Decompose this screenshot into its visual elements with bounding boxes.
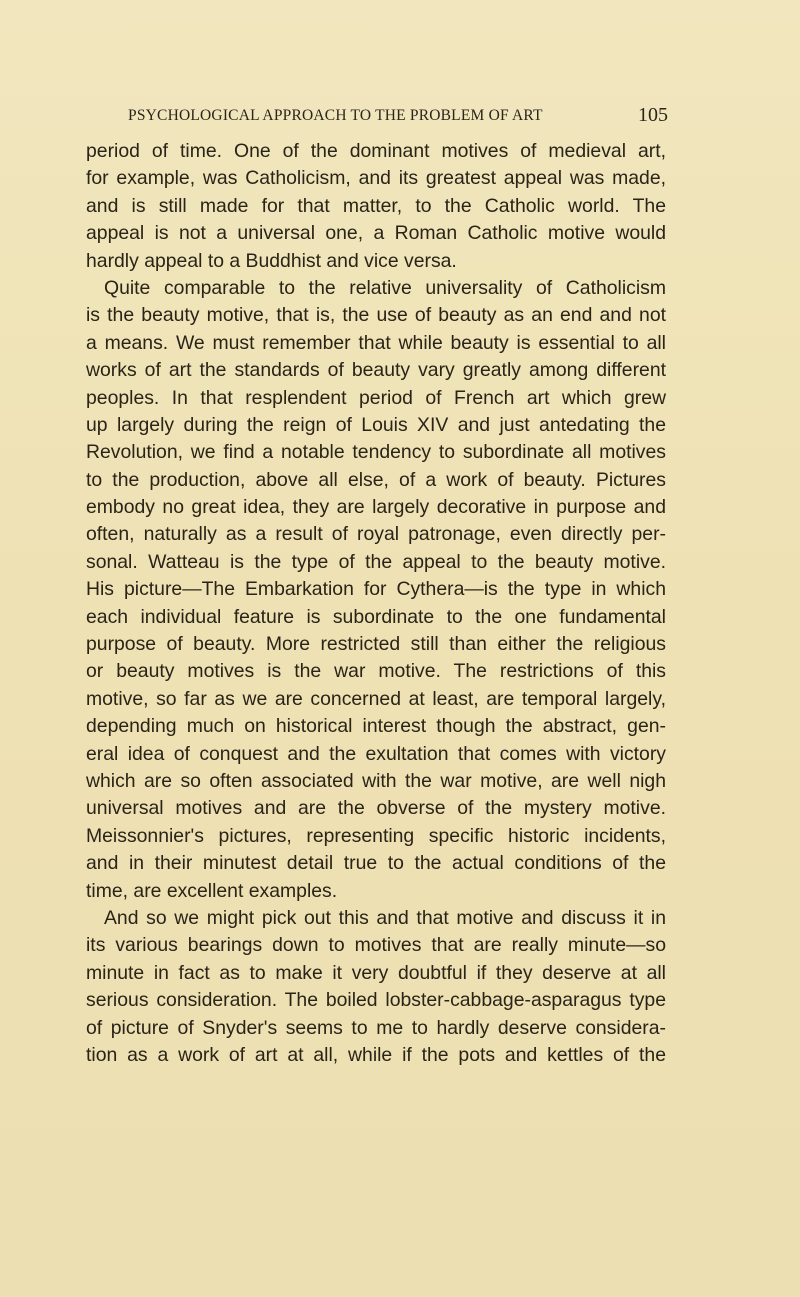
- text-line: universal motives and are the obverse of the mystery motive.: [86, 797, 666, 820]
- text-line: or beauty motives is the war motive. The restrictions of this: [86, 660, 666, 683]
- text-line: embody no great idea, they are largely decorative in purpose and: [86, 496, 666, 519]
- text-line: and is still made for that matter, to the Catholic world. The: [86, 194, 666, 217]
- text-line: eral idea of conquest and the exultation that comes with victory: [86, 742, 666, 765]
- text-line: His picture—The Embarkation for Cythera—is the type in which: [86, 578, 666, 601]
- text-line: appeal is not a universal one, a Roman Catholic motive would: [86, 222, 666, 245]
- text-line: each individual feature is subordinate to the one fundamental: [86, 605, 666, 628]
- text-line: works of art the standards of beauty vary greatly among different: [86, 359, 666, 382]
- text-line: often, naturally as a result of royal patronage, even directly per-: [86, 523, 666, 546]
- page-number: 105: [638, 104, 668, 126]
- text-line: motive, so far as we are concerned at least, are temporal largely,: [86, 687, 666, 710]
- text-line: And so we might pick out this and that motive and discuss it in: [104, 906, 666, 929]
- text-line: peoples. In that resplendent period of French art which grew: [86, 386, 666, 409]
- running-title: PSYCHOLOGICAL APPROACH TO THE PROBLEM OF ART: [128, 107, 543, 124]
- text-line: Meissonnier's pictures, representing specific historic incidents,: [86, 824, 666, 847]
- text-line: serious consideration. The boiled lobster-cabbage-asparagus type: [86, 989, 666, 1012]
- text-line: tion as a work of art at all, while if the pots and kettles of the: [86, 1043, 666, 1066]
- text-line: purpose of beauty. More restricted still than either the religious: [86, 633, 666, 656]
- text-line: depending much on historical interest though the abstract, gen-: [86, 715, 666, 738]
- text-line: minute in fact as to make it very doubtful if they deserve at all: [86, 961, 666, 984]
- text-line: and in their minutest detail true to the actual conditions of the: [86, 852, 666, 875]
- text-line: period of time. One of the dominant motives of medieval art,: [86, 140, 666, 162]
- text-line: sonal. Watteau is the type of the appeal to the beauty motive.: [86, 550, 666, 573]
- running-head: [128, 104, 668, 130]
- text-line: which are so often associated with the war motive, are well nigh: [86, 769, 666, 792]
- text-line: for example, was Catholicism, and its greatest appeal was made,: [86, 167, 666, 190]
- text-line: up largely during the reign of Louis XIV and just antedating the: [86, 413, 666, 436]
- text-line: is the beauty motive, that is, the use of beauty as an end and not: [86, 304, 666, 327]
- text-line: of picture of Snyder's seems to me to hardly deserve considera-: [86, 1016, 666, 1039]
- text-line: Quite comparable to the relative universality of Catholicism: [104, 276, 666, 299]
- text-line: its various bearings down to motives that are really minute—so: [86, 934, 666, 957]
- text-line: time, are excellent examples.: [86, 879, 338, 902]
- body-text: [86, 138, 666, 1069]
- text-line: a means. We must remember that while beauty is essential to all: [86, 331, 666, 354]
- text-line: Revolution, we find a notable tendency to subordinate all motives: [86, 441, 666, 464]
- text-line: hardly appeal to a Buddhist and vice versa.: [86, 249, 457, 272]
- text-line: to the production, above all else, of a work of beauty. Pictures: [86, 468, 666, 491]
